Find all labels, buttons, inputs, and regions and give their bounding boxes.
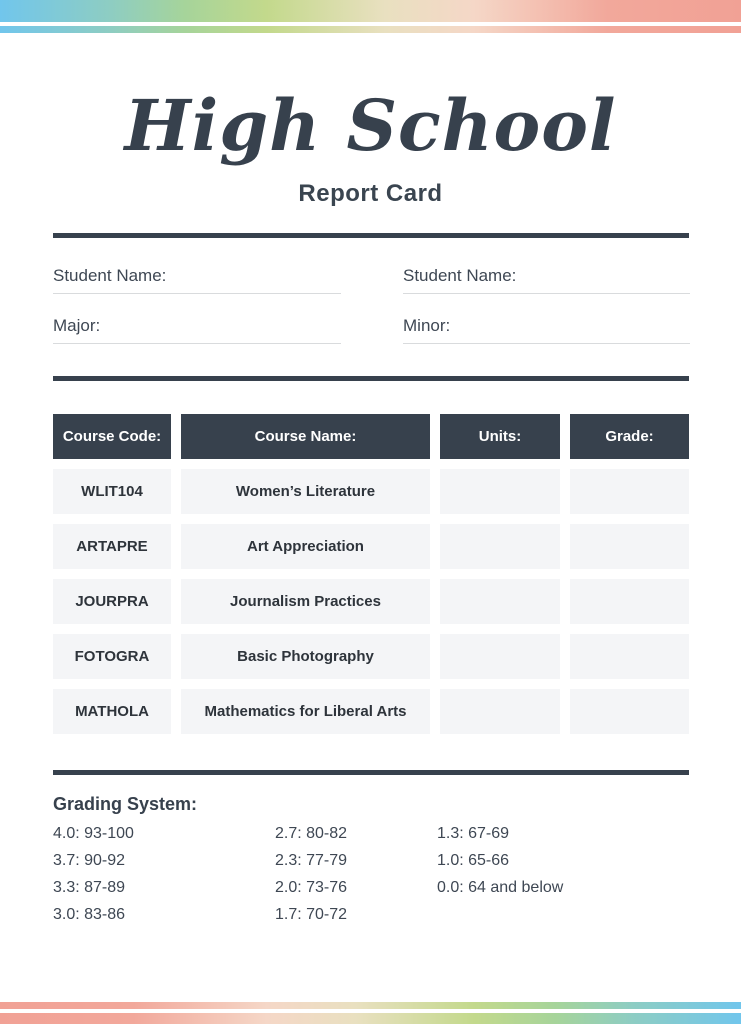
grading-line: 1.3: 67-69 xyxy=(437,825,510,842)
grading-system-heading: Grading System: xyxy=(53,794,198,814)
header-grade: Grade: xyxy=(570,414,689,459)
field-major-label: Major: xyxy=(53,316,101,335)
grading-line: 2.7: 80-82 xyxy=(275,825,348,842)
grading-column-2 xyxy=(275,820,437,928)
page-subtitle: Report Card xyxy=(298,180,443,207)
row5-units-cell[interactable] xyxy=(440,689,560,734)
rainbow-bar-top-thin xyxy=(0,26,741,33)
field-minor[interactable] xyxy=(403,316,690,344)
row4-units-cell[interactable] xyxy=(440,634,560,679)
row4-course-name: Basic Photography xyxy=(181,634,430,679)
field-student-name-left-label: Student Name: xyxy=(53,266,167,285)
grading-line: 3.7: 90-92 xyxy=(53,852,126,869)
row5-course-name: Mathematics for Liberal Arts xyxy=(181,689,430,734)
row1-grade-cell[interactable] xyxy=(570,469,689,514)
row5-course-code: MATHOLA xyxy=(53,689,171,734)
row2-units-cell[interactable] xyxy=(440,524,560,569)
grading-column-3 xyxy=(437,820,689,928)
grading-system xyxy=(53,820,689,928)
row2-grade-cell[interactable] xyxy=(570,524,689,569)
page-title: High School xyxy=(124,84,617,167)
field-student-name-left[interactable] xyxy=(53,266,341,294)
field-student-name-right[interactable] xyxy=(403,266,690,294)
row1-units-cell[interactable] xyxy=(440,469,560,514)
course-table xyxy=(53,414,689,734)
field-student-name-right-label: Student Name: xyxy=(403,266,517,285)
row2-course-name: Art Appreciation xyxy=(181,524,430,569)
grading-column-1 xyxy=(53,820,275,928)
row3-course-code: JOURPRA xyxy=(53,579,171,624)
field-minor-label: Minor: xyxy=(403,316,451,335)
row4-course-code: FOTOGRA xyxy=(53,634,171,679)
rainbow-bar-bottom-thick xyxy=(0,1013,741,1024)
row2-course-code: ARTAPRE xyxy=(53,524,171,569)
grading-line: 3.0: 83-86 xyxy=(53,906,126,923)
row3-grade-cell[interactable] xyxy=(570,579,689,624)
grading-line: 2.3: 77-79 xyxy=(275,852,348,869)
divider-middle xyxy=(53,376,689,381)
header-course-name: Course Name: xyxy=(181,414,430,459)
grading-line: 3.3: 87-89 xyxy=(53,879,126,896)
divider-bottom xyxy=(53,770,689,775)
rainbow-bar-top-thick xyxy=(0,0,741,22)
grading-line: 1.0: 65-66 xyxy=(437,852,510,869)
header-course-code: Course Code: xyxy=(53,414,171,459)
row1-course-name: Women’s Literature xyxy=(181,469,430,514)
row5-grade-cell[interactable] xyxy=(570,689,689,734)
divider-top xyxy=(53,233,689,238)
header-units: Units: xyxy=(440,414,560,459)
row3-units-cell[interactable] xyxy=(440,579,560,624)
grading-line: 2.0: 73-76 xyxy=(275,879,348,896)
grading-line: 0.0: 64 and below xyxy=(437,879,564,896)
row1-course-code: WLIT104 xyxy=(53,469,171,514)
row3-course-name: Journalism Practices xyxy=(181,579,430,624)
rainbow-bar-bottom-thin xyxy=(0,1002,741,1009)
field-major[interactable] xyxy=(53,316,341,344)
grading-line: 4.0: 93-100 xyxy=(53,825,134,842)
row4-grade-cell[interactable] xyxy=(570,634,689,679)
grading-line: 1.7: 70-72 xyxy=(275,906,348,923)
